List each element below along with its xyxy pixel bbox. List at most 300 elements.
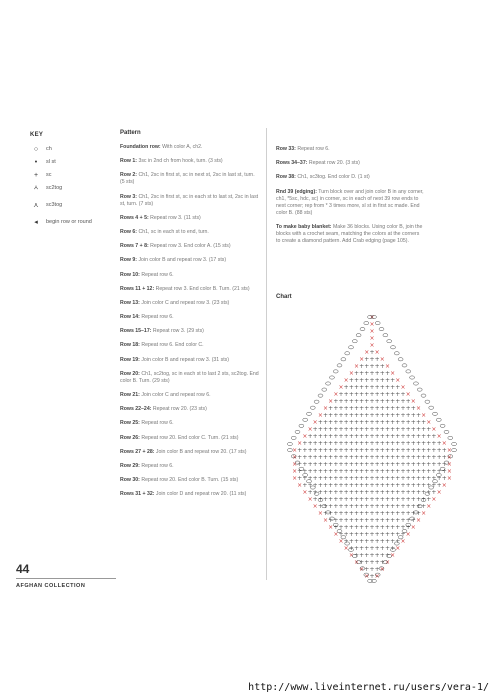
stitch-mark: + xyxy=(353,468,360,475)
stitch-mark: + xyxy=(312,475,318,482)
stitch-mark: + xyxy=(436,454,442,461)
stitch-mark: + xyxy=(379,503,385,510)
stitch-mark: + xyxy=(307,433,313,440)
stitch-mark: + xyxy=(405,440,411,447)
stitch-mark: + xyxy=(348,461,354,468)
stitch-mark: × xyxy=(426,419,432,426)
stitch-mark: + xyxy=(395,454,401,461)
stitch-mark: × xyxy=(364,349,370,356)
stitch-mark: + xyxy=(405,419,411,426)
stitch-mark: + xyxy=(322,482,329,489)
stitch-mark: + xyxy=(415,482,422,489)
stitch-mark: × xyxy=(395,377,401,384)
stitch-mark: × xyxy=(374,573,380,580)
row-label: Row 3: xyxy=(120,193,138,200)
edging-loop xyxy=(299,424,304,427)
stitch-mark: + xyxy=(359,398,365,405)
stitch-mark: + xyxy=(431,440,437,447)
row-instruction: Repeat row 6. End color C. xyxy=(139,342,204,349)
stitch-mark: × xyxy=(410,398,416,405)
stitch-mark: + xyxy=(359,475,365,482)
stitch-mark: × xyxy=(369,321,375,328)
stitch-mark: + xyxy=(384,391,391,398)
stitch-mark: + xyxy=(405,412,411,419)
stitch-mark: + xyxy=(390,538,396,545)
stitch-mark: + xyxy=(374,552,380,559)
stitch-mark: + xyxy=(364,377,370,384)
dot-icon: • xyxy=(34,158,38,166)
row-label: Row 33: xyxy=(276,146,296,152)
stitch-mark: + xyxy=(307,461,313,468)
stitch-mark: + xyxy=(379,468,385,475)
stitch-mark: + xyxy=(338,426,344,433)
row-instruction: Turn block over and join color B in any corner, ch1, *5sc, hdc, sc) in corner, sc in each of next 39 row ends to next corner; rep from * 3 times more, sl st in first sc made. End color B. (88 sts) xyxy=(276,188,424,216)
stitch-mark: + xyxy=(348,468,354,475)
stitch-mark: + xyxy=(431,461,437,468)
stitch-mark: + xyxy=(369,447,375,454)
stitch-mark: + xyxy=(369,356,375,363)
stitch-mark: + xyxy=(421,419,427,426)
stitch-mark: + xyxy=(348,517,354,524)
edging-loop xyxy=(448,436,453,439)
stitch-mark: + xyxy=(328,503,334,510)
stitch-mark: + xyxy=(359,412,365,419)
stitch-mark: + xyxy=(328,426,334,433)
stitch-mark: + xyxy=(384,517,391,524)
row-label: Row 38: xyxy=(276,174,296,181)
stitch-mark: + xyxy=(343,426,349,433)
stitch-mark: + xyxy=(374,524,380,531)
stitch-mark: + xyxy=(395,496,401,503)
stitch-mark: + xyxy=(369,349,375,356)
key-label: sc3tog xyxy=(46,202,63,208)
stitch-mark: + xyxy=(405,398,411,405)
row-label: Row 20: xyxy=(120,370,140,377)
edging-loop xyxy=(444,430,449,433)
stitch-mark: + xyxy=(421,447,427,454)
stitch-mark: × xyxy=(400,384,406,391)
stitch-mark: + xyxy=(348,419,354,426)
stitch-mark: + xyxy=(374,496,380,503)
stitch-mark: + xyxy=(322,475,329,482)
stitch-mark: + xyxy=(400,475,406,482)
stitch-mark: + xyxy=(390,503,396,510)
stitch-mark: + xyxy=(333,426,339,433)
row-instruction: With color A, ch2. xyxy=(160,144,203,150)
stitch-mark: + xyxy=(415,475,422,482)
stitch-mark: × xyxy=(297,440,303,447)
stitch-mark: + xyxy=(405,468,411,475)
stitch-mark: + xyxy=(400,489,406,496)
stitch-mark: + xyxy=(421,482,427,489)
stitch-mark: + xyxy=(302,447,308,454)
pattern-row xyxy=(120,357,260,364)
stitch-mark: + xyxy=(410,433,416,440)
stitch-mark: × xyxy=(436,489,442,496)
stitch-mark: + xyxy=(390,433,396,440)
stitch-mark: + xyxy=(359,503,365,510)
pattern-row xyxy=(276,146,424,153)
stitch-mark: + xyxy=(348,496,354,503)
column-divider xyxy=(266,128,267,580)
stitch-mark: + xyxy=(400,524,406,531)
edging-loop xyxy=(341,358,346,361)
stitch-mark: + xyxy=(379,433,385,440)
stitch-mark: × xyxy=(426,503,432,510)
stitch-mark: + xyxy=(369,545,375,552)
stitch-mark: + xyxy=(338,405,344,412)
stitch-mark: + xyxy=(431,468,437,475)
stitch-mark: + xyxy=(364,552,370,559)
stitch-mark: + xyxy=(379,482,385,489)
stitch-mark: + xyxy=(369,370,375,377)
stitch-mark: + xyxy=(384,447,391,454)
stitch-mark: + xyxy=(369,377,375,384)
row-instruction: Repeat row 3. (29 sts) xyxy=(151,328,204,335)
stitch-mark: + xyxy=(390,426,396,433)
stitch-mark: + xyxy=(405,475,411,482)
row-instruction: Repeat row 6. xyxy=(139,314,174,321)
stitch-mark: + xyxy=(359,524,365,531)
stitch-mark: × xyxy=(302,433,308,440)
edging-loop xyxy=(436,418,441,421)
stitch-mark: + xyxy=(400,433,406,440)
stitch-mark: + xyxy=(415,454,422,461)
edging-loop xyxy=(402,364,407,367)
pattern-row xyxy=(120,406,260,413)
stitch-mark: + xyxy=(400,391,406,398)
stitch-mark: + xyxy=(400,412,406,419)
pattern-row xyxy=(120,194,260,208)
stitch-mark: + xyxy=(328,447,334,454)
stitch-mark: + xyxy=(384,412,391,419)
pattern-row xyxy=(120,477,260,484)
stitch-mark: + xyxy=(374,377,380,384)
edging-loop xyxy=(452,442,457,445)
stitch-mark: + xyxy=(410,510,416,517)
stitch-mark: + xyxy=(359,377,365,384)
stitch-mark: + xyxy=(333,412,339,419)
edging-loop xyxy=(307,412,312,415)
stitch-mark: + xyxy=(364,559,370,566)
pattern-row xyxy=(120,449,260,456)
stitch-mark: + xyxy=(359,538,365,545)
stitch-mark: + xyxy=(317,475,323,482)
stitch-mark: + xyxy=(364,503,370,510)
stitch-mark: + xyxy=(374,412,380,419)
stitch-mark: × xyxy=(328,524,334,531)
stitch-mark: + xyxy=(436,440,442,447)
stitch-mark: + xyxy=(322,433,329,440)
chart-title: Chart xyxy=(276,294,292,300)
stitch-mark: × xyxy=(446,461,452,468)
row-label: Row 2: xyxy=(120,172,138,179)
stitch-mark: + xyxy=(395,398,401,405)
edging-loop xyxy=(440,424,445,427)
stitch-mark: + xyxy=(395,482,401,489)
stitch-mark: + xyxy=(390,412,396,419)
stitch-mark: × xyxy=(297,482,303,489)
stitch-mark: + xyxy=(379,510,385,517)
crochet-chart xyxy=(282,306,462,588)
stitch-mark: + xyxy=(364,384,370,391)
stitch-mark: + xyxy=(369,538,375,545)
row-instruction: Join color C and repeat row 3. (23 sts) xyxy=(139,299,230,306)
stitch-mark: + xyxy=(353,475,360,482)
stitch-mark: + xyxy=(369,419,375,426)
stitch-mark: + xyxy=(379,384,385,391)
stitch-mark: × xyxy=(353,363,360,370)
stitch-mark: + xyxy=(426,426,432,433)
pattern-row xyxy=(120,342,260,349)
stitch-mark: + xyxy=(421,503,427,510)
stitch-mark: + xyxy=(431,454,437,461)
row-label: Foundation row: xyxy=(120,144,161,150)
stitch-mark: + xyxy=(400,517,406,524)
stitch-mark: + xyxy=(384,489,391,496)
row-label: Row 29: xyxy=(120,462,140,469)
stitch-mark: + xyxy=(343,405,349,412)
stitch-mark: + xyxy=(348,510,354,517)
stitch-mark: + xyxy=(379,426,385,433)
stitch-mark: + xyxy=(353,412,360,419)
stitch-mark: + xyxy=(307,440,313,447)
stitch-mark: + xyxy=(421,440,427,447)
stitch-mark: + xyxy=(333,398,339,405)
stitch-mark: + xyxy=(338,440,344,447)
stitch-mark: + xyxy=(379,363,385,370)
stitch-mark: + xyxy=(436,475,442,482)
stitch-mark: + xyxy=(307,454,313,461)
stitch-mark: + xyxy=(338,517,344,524)
stitch-mark: + xyxy=(390,489,396,496)
stitch-mark: + xyxy=(400,496,406,503)
stitch-mark: × xyxy=(343,545,349,552)
stitch-mark: + xyxy=(369,475,375,482)
stitch-mark: + xyxy=(415,461,422,468)
stitch-mark: + xyxy=(369,384,375,391)
stitch-mark: + xyxy=(384,482,391,489)
row-label: Rows 4 + 5: xyxy=(120,214,149,221)
stitch-mark: + xyxy=(374,503,380,510)
stitch-mark: + xyxy=(405,426,411,433)
stitch-mark: + xyxy=(348,433,354,440)
sc3tog-icon: ⋏ xyxy=(33,202,39,209)
pattern-row xyxy=(120,420,260,427)
stitch-mark: + xyxy=(405,524,411,531)
stitch-mark: + xyxy=(328,475,334,482)
stitch-mark: + xyxy=(328,454,334,461)
stitch-mark: + xyxy=(421,468,427,475)
stitch-mark: + xyxy=(312,468,318,475)
stitch-mark: + xyxy=(415,426,422,433)
stitch-mark: + xyxy=(405,447,411,454)
stitch-mark: + xyxy=(395,461,401,468)
stitch-mark: × xyxy=(384,363,391,370)
stitch-mark: + xyxy=(405,405,411,412)
stitch-mark: × xyxy=(369,314,375,321)
stitch-mark: + xyxy=(431,433,437,440)
edging-loop xyxy=(429,406,434,409)
stitch-mark: + xyxy=(353,454,360,461)
stitch-mark: + xyxy=(312,426,318,433)
stitch-mark: + xyxy=(426,454,432,461)
stitch-mark: + xyxy=(400,503,406,510)
stitch-mark: × xyxy=(446,447,452,454)
stitch-mark: + xyxy=(322,454,329,461)
stitch-mark: + xyxy=(353,503,360,510)
stitch-mark: + xyxy=(421,454,427,461)
stitch-mark: + xyxy=(328,405,334,412)
stitch-mark: + xyxy=(379,517,385,524)
stitch-mark: + xyxy=(317,496,323,503)
stitch-mark: + xyxy=(348,482,354,489)
stitch-mark: + xyxy=(364,370,370,377)
stitch-mark: × xyxy=(405,531,411,538)
stitch-mark: + xyxy=(353,391,360,398)
stitch-mark: + xyxy=(343,468,349,475)
stitch-mark: + xyxy=(297,454,303,461)
top-margin xyxy=(0,0,495,103)
stitch-mark: + xyxy=(384,454,391,461)
stitch-mark: + xyxy=(379,559,385,566)
edging-loop xyxy=(360,328,365,331)
stitch-mark: + xyxy=(384,531,391,538)
stitch-mark: + xyxy=(379,545,385,552)
stitch-mark: + xyxy=(374,475,380,482)
stitch-mark: + xyxy=(338,454,344,461)
stitch-mark: × xyxy=(369,328,375,335)
stitch-mark: + xyxy=(379,496,385,503)
stitch-mark: + xyxy=(395,412,401,419)
stitch-mark: + xyxy=(328,482,334,489)
stitch-mark: + xyxy=(338,398,344,405)
stitch-mark: + xyxy=(395,426,401,433)
stitch-mark: + xyxy=(415,412,422,419)
stitch-mark: + xyxy=(400,531,406,538)
footer-rule xyxy=(16,578,116,579)
pattern-row xyxy=(120,257,260,264)
stitch-mark: + xyxy=(333,524,339,531)
pattern-row xyxy=(120,300,260,307)
stitch-mark: + xyxy=(307,482,313,489)
stitch-mark: + xyxy=(410,426,416,433)
stitch-mark: + xyxy=(317,454,323,461)
stitch-mark: + xyxy=(348,531,354,538)
stitch-mark: + xyxy=(322,440,329,447)
stitch-mark: + xyxy=(307,489,313,496)
stitch-mark: + xyxy=(364,496,370,503)
stitch-mark: + xyxy=(364,461,370,468)
stitch-mark: + xyxy=(297,461,303,468)
stitch-mark: + xyxy=(384,398,391,405)
stitch-mark: + xyxy=(359,468,365,475)
edging-loop xyxy=(295,430,300,433)
stitch-mark: + xyxy=(379,419,385,426)
stitch-mark: + xyxy=(297,468,303,475)
pattern-row xyxy=(120,272,260,279)
stitch-mark: + xyxy=(426,475,432,482)
stitch-mark: + xyxy=(379,447,385,454)
stitch-mark: + xyxy=(410,419,416,426)
edging-loop xyxy=(417,388,422,391)
stitch-mark: × xyxy=(395,545,401,552)
stitch-mark: + xyxy=(400,454,406,461)
stitch-mark: + xyxy=(364,447,370,454)
pattern-row xyxy=(276,224,424,245)
edging-loop xyxy=(398,358,403,361)
stitch-mark: + xyxy=(415,440,422,447)
stitch-mark: + xyxy=(359,419,365,426)
stitch-mark: + xyxy=(369,559,375,566)
pattern-row xyxy=(120,229,260,236)
stitch-mark: + xyxy=(364,531,370,538)
stitch-mark: + xyxy=(369,566,375,573)
stitch-mark: + xyxy=(322,489,329,496)
stitch-mark: + xyxy=(379,461,385,468)
row-label: Row 10: xyxy=(120,271,140,278)
pattern-row xyxy=(120,215,260,222)
stitch-mark: + xyxy=(436,482,442,489)
stitch-mark: + xyxy=(364,440,370,447)
stitch-mark: + xyxy=(426,482,432,489)
stitch-mark: + xyxy=(426,468,432,475)
stitch-mark: + xyxy=(302,440,308,447)
stitch-mark: + xyxy=(390,440,396,447)
row-label: Rows 7 + 8: xyxy=(120,243,149,250)
stitch-mark: + xyxy=(364,524,370,531)
stitch-mark: + xyxy=(348,489,354,496)
stitch-mark: + xyxy=(369,524,375,531)
row-instruction: Repeat row 20. End color B. Turn. (15 sts) xyxy=(139,477,239,484)
stitch-mark: × xyxy=(415,517,422,524)
stitch-mark: × xyxy=(353,559,360,566)
stitch-mark: + xyxy=(379,538,385,545)
key-label: sl st xyxy=(46,159,56,165)
stitch-mark: + xyxy=(333,503,339,510)
stitch-mark: + xyxy=(421,475,427,482)
stitch-mark: + xyxy=(343,461,349,468)
row-instruction: Ch1, sc in each st to end, turn. xyxy=(137,228,209,235)
stitch-mark: × xyxy=(292,468,298,475)
stitch-mark: + xyxy=(359,363,365,370)
stitch-mark: + xyxy=(328,496,334,503)
row-instruction: Ch1, sc2tog, sc in each st to last 2 sts, sc2tog. End color B. Turn. (29 sts) xyxy=(120,370,259,384)
stitch-mark: × xyxy=(390,370,396,377)
stitch-mark: × xyxy=(446,475,452,482)
stitch-mark: + xyxy=(384,405,391,412)
stitch-mark: × xyxy=(431,496,437,503)
stitch-mark: + xyxy=(364,454,370,461)
stitch-mark: + xyxy=(359,517,365,524)
stitch-mark: + xyxy=(390,405,396,412)
stitch-mark: + xyxy=(369,391,375,398)
stitch-mark: + xyxy=(364,566,370,573)
stitch-mark: + xyxy=(390,531,396,538)
row-instruction: Make 36 blocks. Using color B, join the blocks with a crochet seam, matching the colors at the corners to create a diamond pattern. Add Crab edging (page 105). xyxy=(276,223,423,244)
stitch-mark: + xyxy=(302,468,308,475)
stitch-mark: + xyxy=(348,377,354,384)
stitch-mark: + xyxy=(374,384,380,391)
stitch-mark: + xyxy=(348,398,354,405)
stitch-mark: + xyxy=(400,482,406,489)
stitch-mark: + xyxy=(374,461,380,468)
stitch-mark: + xyxy=(374,482,380,489)
stitch-mark: + xyxy=(338,482,344,489)
stitch-mark: + xyxy=(343,475,349,482)
row-instruction: Repeat row 6. xyxy=(295,146,330,152)
stitch-mark: + xyxy=(364,517,370,524)
